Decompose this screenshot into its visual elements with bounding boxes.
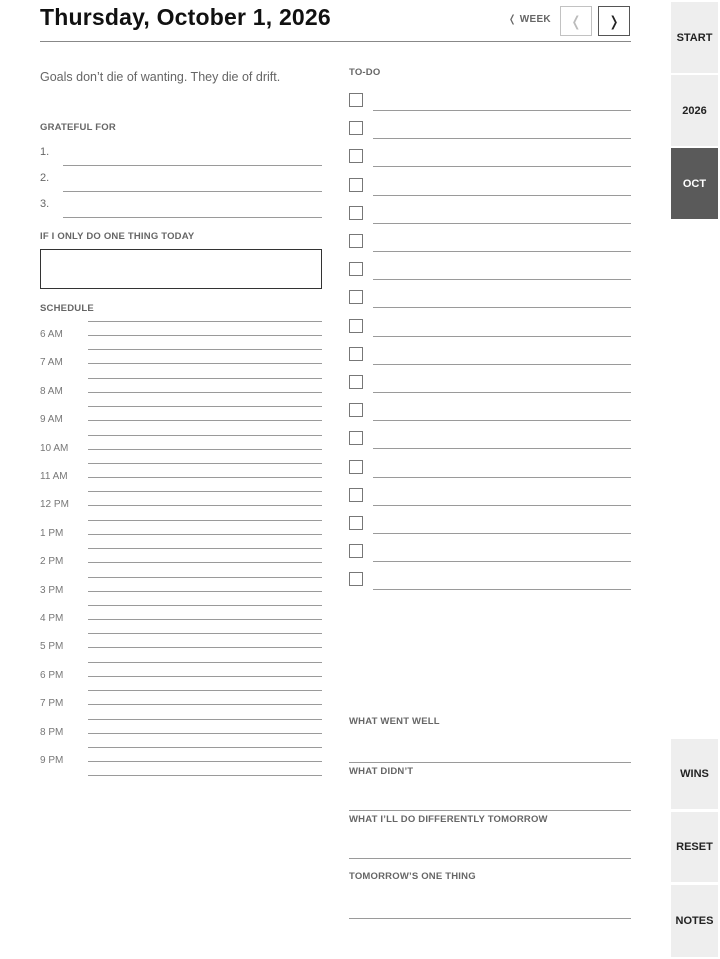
grateful-number: 2. — [40, 172, 50, 184]
todo-line[interactable] — [373, 392, 631, 393]
didnt-line[interactable] — [349, 810, 631, 811]
header-divider — [40, 41, 631, 42]
daily-quote: Goals don’t die of wanting. They die of drift. — [40, 70, 281, 84]
todo-item[interactable] — [349, 431, 631, 459]
schedule-row[interactable] — [40, 406, 322, 434]
schedule-time: 9 AM — [40, 414, 63, 426]
schedule-line — [88, 577, 322, 578]
schedule-half-line — [88, 392, 322, 393]
schedule-time: 6 AM — [40, 329, 63, 340]
schedule-half-line — [88, 363, 322, 364]
todo-item[interactable] — [349, 178, 631, 206]
todo-item[interactable] — [349, 544, 631, 572]
schedule-row[interactable] — [40, 491, 322, 519]
schedule-time: 7 PM — [40, 698, 64, 710]
todo-checkbox[interactable] — [349, 544, 363, 558]
schedule-time: 9 PM — [40, 755, 64, 766]
todo-line[interactable] — [373, 505, 631, 506]
todo-item[interactable] — [349, 290, 631, 318]
todo-checkbox[interactable] — [349, 516, 363, 530]
todo-item[interactable] — [349, 234, 631, 262]
schedule-time: 8 PM — [40, 726, 64, 738]
didnt-label: WHAT DIDN’T — [349, 766, 414, 777]
todo-checkbox[interactable] — [349, 572, 363, 586]
schedule-row[interactable] — [40, 349, 322, 377]
todo-line[interactable] — [373, 251, 631, 252]
todo-item[interactable] — [349, 319, 631, 347]
schedule-time: 4 PM — [40, 613, 64, 624]
tomorrow-one-thing-label: TOMORROW’S ONE THING — [349, 871, 476, 882]
schedule-line — [88, 662, 322, 663]
todo-checkbox[interactable] — [349, 149, 363, 163]
todo-line[interactable] — [373, 336, 631, 337]
differently-line[interactable] — [349, 858, 631, 859]
todo-item[interactable] — [349, 460, 631, 488]
schedule-row[interactable] — [40, 605, 322, 633]
schedule-half-line — [88, 335, 322, 336]
schedule-line — [88, 520, 322, 521]
todo-checkbox[interactable] — [349, 234, 363, 248]
schedule-line — [88, 491, 322, 492]
prev-day-button[interactable] — [560, 6, 592, 36]
todo-line[interactable] — [373, 223, 631, 224]
schedule-line — [88, 435, 322, 436]
schedule-row[interactable] — [40, 633, 322, 661]
chevron-right-icon: ❭ — [608, 12, 620, 29]
grateful-row[interactable] — [40, 198, 322, 218]
one-thing-input[interactable] — [40, 249, 322, 289]
grateful-row[interactable] — [40, 146, 322, 166]
schedule-time: 2 PM — [40, 556, 64, 568]
schedule-half-line — [88, 647, 322, 648]
schedule-row[interactable] — [40, 747, 322, 775]
todo-checkbox[interactable] — [349, 347, 363, 361]
todo-checkbox[interactable] — [349, 121, 363, 135]
schedule-time: 1 PM — [40, 527, 64, 539]
grateful-line[interactable] — [63, 165, 322, 166]
grateful-row[interactable] — [40, 172, 322, 192]
schedule-end-line — [88, 775, 322, 776]
schedule-line — [88, 690, 322, 691]
schedule-line — [88, 633, 322, 634]
schedule-row[interactable] — [40, 463, 322, 491]
grateful-line[interactable] — [63, 191, 322, 192]
todo-item[interactable] — [349, 572, 631, 600]
schedule-half-line — [88, 449, 322, 450]
tab-wins[interactable]: WINS — [671, 739, 718, 809]
schedule-time: 3 PM — [40, 584, 64, 596]
todo-line[interactable] — [373, 420, 631, 421]
schedule-half-line — [88, 562, 322, 563]
todo-item[interactable] — [349, 121, 631, 149]
schedule-time: 11 AM — [40, 471, 68, 482]
todo-checkbox[interactable] — [349, 431, 363, 445]
next-day-button[interactable] — [598, 6, 630, 36]
todo-checkbox[interactable] — [349, 178, 363, 192]
todo-item[interactable] — [349, 206, 631, 234]
page-title: Thursday, October 1, 2026 — [40, 4, 331, 30]
todo-item[interactable] — [349, 516, 631, 544]
tomorrow-one-thing-line[interactable] — [349, 918, 631, 919]
todo-line[interactable] — [373, 364, 631, 365]
grateful-line[interactable] — [63, 217, 322, 218]
schedule-time: 6 PM — [40, 669, 64, 681]
tab-notes[interactable]: NOTES — [671, 885, 718, 957]
todo-checkbox[interactable] — [349, 375, 363, 389]
schedule-half-line — [88, 761, 322, 762]
schedule-row[interactable] — [40, 690, 322, 718]
todo-item[interactable] — [349, 149, 631, 177]
went-well-line[interactable] — [349, 762, 631, 763]
schedule-row[interactable] — [40, 378, 322, 406]
grateful-label: GRATEFUL FOR — [40, 122, 116, 133]
schedule-time: 8 AM — [40, 385, 63, 397]
todo-checkbox[interactable] — [349, 319, 363, 333]
went-well-label: WHAT WENT WELL — [349, 716, 440, 727]
todo-line[interactable] — [373, 561, 631, 562]
schedule-line — [88, 548, 322, 549]
grateful-number: 1. — [40, 146, 50, 158]
schedule-time: 10 AM — [40, 442, 69, 454]
schedule-half-line — [88, 534, 322, 535]
todo-item[interactable] — [349, 403, 631, 431]
tab-year[interactable]: 2026 — [671, 75, 718, 146]
one-thing-label: IF I ONLY DO ONE THING TODAY — [40, 231, 195, 242]
schedule-row[interactable] — [40, 520, 322, 548]
schedule-row[interactable] — [40, 662, 322, 690]
schedule-half-line — [88, 676, 322, 677]
todo-line[interactable] — [373, 589, 631, 590]
schedule-row[interactable] — [40, 548, 322, 576]
schedule-row[interactable] — [40, 577, 322, 605]
schedule-half-line — [88, 733, 322, 734]
todo-line[interactable] — [373, 279, 631, 280]
schedule-line — [88, 747, 322, 748]
chevron-left-icon: ❬ — [570, 12, 582, 29]
grateful-number: 3. — [40, 198, 50, 210]
schedule-half-line — [88, 505, 322, 506]
schedule-row[interactable] — [40, 719, 322, 747]
schedule-row[interactable] — [40, 321, 322, 349]
schedule-line — [88, 349, 322, 350]
todo-checkbox[interactable] — [349, 206, 363, 220]
tab-reset[interactable]: RESET — [671, 812, 718, 882]
todo-line[interactable] — [373, 195, 631, 196]
todo-checkbox[interactable] — [349, 93, 363, 107]
schedule-line — [88, 406, 322, 407]
schedule-line — [88, 321, 322, 322]
todo-item[interactable] — [349, 375, 631, 403]
tab-month[interactable]: OCT — [671, 148, 718, 219]
tab-start[interactable]: START — [671, 2, 718, 73]
schedule-label: SCHEDULE — [40, 303, 94, 314]
todo-item[interactable] — [349, 347, 631, 375]
todo-checkbox[interactable] — [349, 262, 363, 276]
todo-line[interactable] — [373, 477, 631, 478]
todo-line[interactable] — [373, 166, 631, 167]
schedule-half-line — [88, 704, 322, 705]
week-link[interactable]: ❬ WEEK — [508, 14, 551, 25]
todo-line[interactable] — [373, 110, 631, 111]
schedule-time: 7 AM — [40, 357, 63, 369]
schedule-time: 5 PM — [40, 641, 64, 653]
schedule-line — [88, 463, 322, 464]
todo-item[interactable] — [349, 488, 631, 516]
schedule-line — [88, 605, 322, 606]
todo-item[interactable] — [349, 262, 631, 290]
todo-label: TO-DO — [349, 67, 381, 78]
todo-checkbox[interactable] — [349, 488, 363, 502]
todo-line[interactable] — [373, 138, 631, 139]
todo-checkbox[interactable] — [349, 460, 363, 474]
schedule-line — [88, 378, 322, 379]
todo-line[interactable] — [373, 448, 631, 449]
schedule-half-line — [88, 477, 322, 478]
schedule-half-line — [88, 619, 322, 620]
differently-label: WHAT I’LL DO DIFFERENTLY TOMORROW — [349, 814, 548, 825]
schedule-row[interactable] — [40, 435, 322, 463]
todo-checkbox[interactable] — [349, 290, 363, 304]
schedule-time: 12 PM — [40, 499, 69, 511]
todo-line[interactable] — [373, 533, 631, 534]
schedule-half-line — [88, 420, 322, 421]
schedule-half-line — [88, 591, 322, 592]
todo-checkbox[interactable] — [349, 403, 363, 417]
todo-item[interactable] — [349, 93, 631, 121]
schedule-line — [88, 719, 322, 720]
todo-line[interactable] — [373, 307, 631, 308]
